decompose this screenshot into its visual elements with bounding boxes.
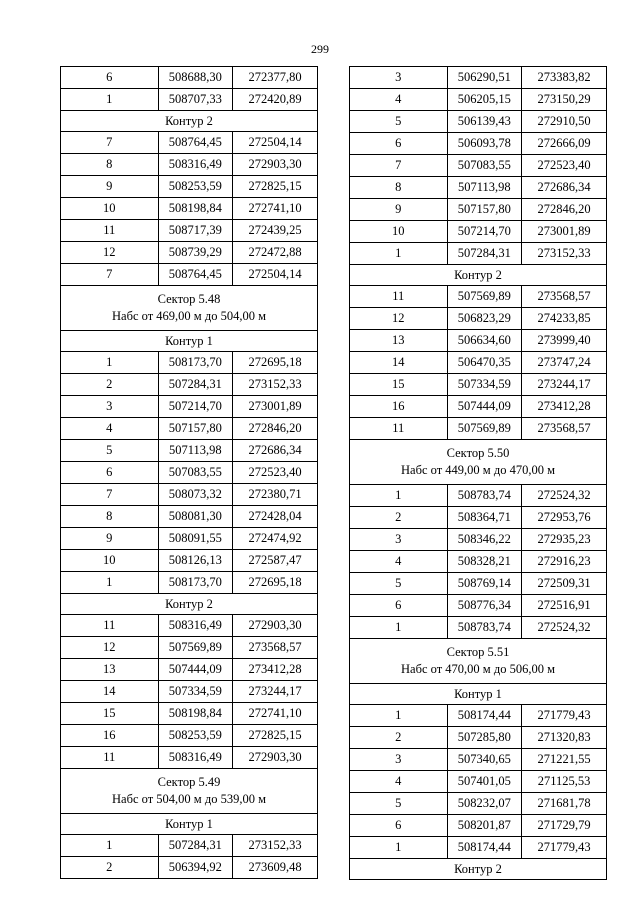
- point-number: 2: [350, 727, 448, 749]
- table-row: [61, 725, 318, 747]
- table-row: [61, 418, 318, 440]
- point-number: 5: [350, 793, 448, 815]
- point-number: 16: [61, 725, 159, 747]
- point-number: 7: [350, 155, 448, 177]
- coord-y: 272474,92: [233, 528, 318, 550]
- table-row: [350, 89, 607, 111]
- contour-header: Контур 2: [350, 859, 607, 880]
- point-number: 11: [61, 220, 159, 242]
- point-number: 15: [61, 703, 159, 725]
- contour-header: Контур 2: [350, 265, 607, 286]
- point-number: 3: [61, 396, 159, 418]
- coord-y: 271125,53: [522, 771, 607, 793]
- coord-y: 272825,15: [233, 725, 318, 747]
- coord-x: 508764,45: [158, 264, 233, 286]
- point-number: 6: [61, 67, 159, 89]
- coord-x: 506139,43: [447, 111, 522, 133]
- point-number: 2: [350, 507, 448, 529]
- table-row: [350, 595, 607, 617]
- table-row: [350, 199, 607, 221]
- coord-x: 508198,84: [158, 703, 233, 725]
- coord-y: 271221,55: [522, 749, 607, 771]
- table-row: [350, 352, 607, 374]
- coord-x: 506093,78: [447, 133, 522, 155]
- table-row: [350, 243, 607, 265]
- point-number: 1: [350, 617, 448, 639]
- point-number: 3: [350, 529, 448, 551]
- table-row: [350, 705, 607, 727]
- coord-y: 271729,79: [522, 815, 607, 837]
- table-row: [61, 220, 318, 242]
- left-coordinates-table: [60, 66, 318, 879]
- point-number: 13: [350, 330, 448, 352]
- coord-x: 507083,55: [447, 155, 522, 177]
- table-row: [350, 396, 607, 418]
- table-row: [61, 484, 318, 506]
- coord-x: 507083,55: [158, 462, 233, 484]
- point-number: 1: [350, 243, 448, 265]
- coord-y: 271779,43: [522, 837, 607, 859]
- point-number: 3: [350, 749, 448, 771]
- coord-x: 508174,44: [447, 705, 522, 727]
- coord-x: 508776,34: [447, 595, 522, 617]
- table-row: [350, 837, 607, 859]
- coord-x: 508253,59: [158, 725, 233, 747]
- table-row: [350, 418, 607, 440]
- table-row: [350, 485, 607, 507]
- coord-x: 507113,98: [447, 177, 522, 199]
- coord-y: 272504,14: [233, 264, 318, 286]
- coord-y: 273609,48: [233, 857, 318, 879]
- table-row: [350, 221, 607, 243]
- coord-x: 507569,89: [447, 286, 522, 308]
- point-number: 9: [350, 199, 448, 221]
- point-number: 2: [61, 857, 159, 879]
- page-number: 299: [311, 42, 329, 56]
- coord-y: 273568,57: [522, 418, 607, 440]
- contour-header-row: [350, 265, 607, 286]
- sector-header: [61, 769, 318, 814]
- point-number: 10: [350, 221, 448, 243]
- coord-x: 508081,30: [158, 506, 233, 528]
- coord-y: 273244,17: [233, 681, 318, 703]
- coord-x: 508739,29: [158, 242, 233, 264]
- coord-x: 508174,44: [447, 837, 522, 859]
- point-number: 16: [350, 396, 448, 418]
- sector-height-range: Набс от 449,00 м до 470,00 м: [401, 463, 555, 477]
- table-row: [350, 111, 607, 133]
- coord-y: 272472,88: [233, 242, 318, 264]
- coord-x: 507569,89: [158, 637, 233, 659]
- coord-y: 272504,14: [233, 132, 318, 154]
- table-row: [350, 330, 607, 352]
- coord-y: 272439,25: [233, 220, 318, 242]
- table-row: [350, 815, 607, 837]
- table-row: [61, 198, 318, 220]
- coord-y: 272524,32: [522, 617, 607, 639]
- contour-header: Контур 1: [350, 684, 607, 705]
- contour-header-row: [350, 684, 607, 705]
- coord-x: 506205,15: [447, 89, 522, 111]
- coord-x: 507284,31: [158, 835, 233, 857]
- point-number: 14: [350, 352, 448, 374]
- contour-header: Контур 2: [61, 594, 318, 615]
- point-number: 3: [350, 67, 448, 89]
- coord-x: 506290,51: [447, 67, 522, 89]
- coord-x: 507334,59: [158, 681, 233, 703]
- table-row: [350, 793, 607, 815]
- coord-y: 273999,40: [522, 330, 607, 352]
- table-row: [61, 462, 318, 484]
- table-row: [350, 617, 607, 639]
- sector-height-range: Набс от 504,00 м до 539,00 м: [112, 792, 266, 806]
- coord-y: 273568,57: [522, 286, 607, 308]
- table-row: [61, 637, 318, 659]
- table-row: [61, 835, 318, 857]
- sector-title: Сектор 5.50: [446, 446, 510, 460]
- coord-y: 273152,33: [522, 243, 607, 265]
- coord-x: 508783,74: [447, 485, 522, 507]
- table-row: [350, 727, 607, 749]
- sector-header-row: [350, 440, 607, 485]
- coord-x: 508707,33: [158, 89, 233, 111]
- table-row: [61, 659, 318, 681]
- point-number: 8: [61, 506, 159, 528]
- coord-x: 508073,32: [158, 484, 233, 506]
- coord-x: 508126,13: [158, 550, 233, 572]
- coord-y: 273150,29: [522, 89, 607, 111]
- point-number: 1: [61, 572, 159, 594]
- coord-y: 273244,17: [522, 374, 607, 396]
- point-number: 12: [61, 242, 159, 264]
- table-row: [350, 507, 607, 529]
- contour-header-row: [61, 594, 318, 615]
- table-row: [350, 573, 607, 595]
- point-number: 1: [350, 837, 448, 859]
- coord-x: 507214,70: [158, 396, 233, 418]
- sector-header: [61, 286, 318, 331]
- point-number: 9: [61, 176, 159, 198]
- point-number: 11: [61, 747, 159, 769]
- coord-y: 273747,24: [522, 352, 607, 374]
- coord-y: 271681,78: [522, 793, 607, 815]
- coord-x: 507157,80: [158, 418, 233, 440]
- table-row: [61, 264, 318, 286]
- coord-x: 506394,92: [158, 857, 233, 879]
- coord-x: 508688,30: [158, 67, 233, 89]
- coord-y: 272741,10: [233, 703, 318, 725]
- sector-height-range: Набс от 470,00 м до 506,00 м: [401, 662, 555, 676]
- coord-y: 271779,43: [522, 705, 607, 727]
- table-row: [350, 374, 607, 396]
- table-row: [350, 67, 607, 89]
- table-row: [61, 747, 318, 769]
- coord-x: 508328,21: [447, 551, 522, 573]
- point-number: 5: [350, 573, 448, 595]
- right-coordinates-table: [349, 66, 607, 880]
- coord-x: 508783,74: [447, 617, 522, 639]
- coord-y: 272587,47: [233, 550, 318, 572]
- table-row: [61, 67, 318, 89]
- table-row: [61, 681, 318, 703]
- sector-header-row: [61, 769, 318, 814]
- point-number: 9: [61, 528, 159, 550]
- coord-x: 507113,98: [158, 440, 233, 462]
- table-row: [61, 396, 318, 418]
- coord-y: 272846,20: [522, 199, 607, 221]
- coord-y: 273001,89: [522, 221, 607, 243]
- coord-x: 507284,31: [447, 243, 522, 265]
- coord-x: 507340,65: [447, 749, 522, 771]
- coord-y: 272380,71: [233, 484, 318, 506]
- coord-y: 273001,89: [233, 396, 318, 418]
- table-row: [61, 857, 318, 879]
- coord-y: 272935,23: [522, 529, 607, 551]
- coord-x: 508346,22: [447, 529, 522, 551]
- point-number: 14: [61, 681, 159, 703]
- point-number: 4: [350, 771, 448, 793]
- point-number: 5: [61, 440, 159, 462]
- table-row: [350, 749, 607, 771]
- coord-x: 507569,89: [447, 418, 522, 440]
- coord-y: 272420,89: [233, 89, 318, 111]
- point-number: 7: [61, 264, 159, 286]
- coord-x: 506470,35: [447, 352, 522, 374]
- sector-header: [350, 440, 607, 485]
- coord-x: 507444,09: [158, 659, 233, 681]
- point-number: 11: [350, 286, 448, 308]
- table-row: [61, 154, 318, 176]
- sector-title: Сектор 5.48: [157, 292, 221, 306]
- coord-y: 272523,40: [522, 155, 607, 177]
- point-number: 2: [61, 374, 159, 396]
- coord-x: 506634,60: [447, 330, 522, 352]
- point-number: 6: [350, 595, 448, 617]
- table-row: [350, 286, 607, 308]
- sector-header-row: [61, 286, 318, 331]
- coord-y: 272825,15: [233, 176, 318, 198]
- table-row: [61, 89, 318, 111]
- coord-x: 507214,70: [447, 221, 522, 243]
- point-number: 6: [61, 462, 159, 484]
- point-number: 6: [350, 133, 448, 155]
- sector-height-range: Набс от 469,00 м до 504,00 м: [112, 309, 266, 323]
- sector-title: Сектор 5.49: [157, 775, 221, 789]
- coord-y: 273152,33: [233, 835, 318, 857]
- point-number: 11: [61, 615, 159, 637]
- contour-header: Контур 2: [61, 111, 318, 132]
- coord-y: 272953,76: [522, 507, 607, 529]
- point-number: 1: [61, 835, 159, 857]
- coord-x: 508173,70: [158, 352, 233, 374]
- table-row: [61, 572, 318, 594]
- coord-y: 272524,32: [522, 485, 607, 507]
- point-number: 12: [61, 637, 159, 659]
- contour-header: Контур 1: [61, 331, 318, 352]
- coord-y: 272846,20: [233, 418, 318, 440]
- coord-y: 272516,91: [522, 595, 607, 617]
- coord-y: 273383,82: [522, 67, 607, 89]
- coord-x: 507444,09: [447, 396, 522, 418]
- coord-y: 272741,10: [233, 198, 318, 220]
- coord-x: 507157,80: [447, 199, 522, 221]
- table-row: [350, 551, 607, 573]
- coord-x: 507285,80: [447, 727, 522, 749]
- coord-y: 273152,33: [233, 374, 318, 396]
- coord-x: 508198,84: [158, 198, 233, 220]
- table-row: [350, 771, 607, 793]
- coord-x: 508316,49: [158, 154, 233, 176]
- table-row: [61, 176, 318, 198]
- coord-x: 508173,70: [158, 572, 233, 594]
- table-row: [61, 242, 318, 264]
- coord-x: 506823,29: [447, 308, 522, 330]
- coord-x: 508364,71: [447, 507, 522, 529]
- point-number: 5: [350, 111, 448, 133]
- coord-y: 271320,83: [522, 727, 607, 749]
- table-row: [61, 440, 318, 462]
- coord-y: 272377,80: [233, 67, 318, 89]
- point-number: 12: [350, 308, 448, 330]
- coord-x: 508764,45: [158, 132, 233, 154]
- coord-x: 508316,49: [158, 747, 233, 769]
- contour-header: Контур 1: [61, 814, 318, 835]
- point-number: 13: [61, 659, 159, 681]
- point-number: 8: [350, 177, 448, 199]
- point-number: 8: [61, 154, 159, 176]
- sector-title: Сектор 5.51: [446, 645, 510, 659]
- point-number: 6: [350, 815, 448, 837]
- coord-x: 507284,31: [158, 374, 233, 396]
- coord-y: 272910,50: [522, 111, 607, 133]
- table-row: [61, 506, 318, 528]
- contour-header-row: [350, 859, 607, 880]
- coord-y: 272686,34: [522, 177, 607, 199]
- point-number: 7: [61, 484, 159, 506]
- coord-y: 273412,28: [522, 396, 607, 418]
- table-row: [61, 374, 318, 396]
- point-number: 1: [61, 352, 159, 374]
- coord-y: 272523,40: [233, 462, 318, 484]
- coord-x: 508232,07: [447, 793, 522, 815]
- coord-x: 508201,87: [447, 815, 522, 837]
- table-row: [350, 155, 607, 177]
- coord-y: 272509,31: [522, 573, 607, 595]
- contour-header-row: [61, 814, 318, 835]
- table-row: [350, 177, 607, 199]
- table-row: [61, 703, 318, 725]
- coord-x: 507334,59: [447, 374, 522, 396]
- coord-y: 273568,57: [233, 637, 318, 659]
- coord-y: 272916,23: [522, 551, 607, 573]
- point-number: 4: [350, 551, 448, 573]
- table-row: [61, 528, 318, 550]
- point-number: 10: [61, 198, 159, 220]
- coord-y: 274233,85: [522, 308, 607, 330]
- coord-y: 272428,04: [233, 506, 318, 528]
- coord-x: 507401,05: [447, 771, 522, 793]
- point-number: 10: [61, 550, 159, 572]
- point-number: 4: [61, 418, 159, 440]
- coord-y: 272666,09: [522, 133, 607, 155]
- coord-x: 508717,39: [158, 220, 233, 242]
- sector-header: [350, 639, 607, 684]
- coord-x: 508769,14: [447, 573, 522, 595]
- coord-y: 272903,30: [233, 615, 318, 637]
- point-number: 15: [350, 374, 448, 396]
- table-row: [61, 615, 318, 637]
- point-number: 11: [350, 418, 448, 440]
- contour-header-row: [61, 111, 318, 132]
- table-row: [350, 529, 607, 551]
- coord-y: 272695,18: [233, 572, 318, 594]
- coord-y: 272686,34: [233, 440, 318, 462]
- coord-x: 508253,59: [158, 176, 233, 198]
- coord-y: 272903,30: [233, 747, 318, 769]
- point-number: 1: [350, 705, 448, 727]
- table-row: [350, 133, 607, 155]
- coord-y: 272695,18: [233, 352, 318, 374]
- table-row: [61, 132, 318, 154]
- coord-y: 272903,30: [233, 154, 318, 176]
- table-row: [61, 550, 318, 572]
- point-number: 1: [61, 89, 159, 111]
- coord-y: 273412,28: [233, 659, 318, 681]
- point-number: 7: [61, 132, 159, 154]
- table-row: [61, 352, 318, 374]
- coord-x: 508091,55: [158, 528, 233, 550]
- point-number: 1: [350, 485, 448, 507]
- contour-header-row: [61, 331, 318, 352]
- coord-x: 508316,49: [158, 615, 233, 637]
- point-number: 4: [350, 89, 448, 111]
- sector-header-row: [350, 639, 607, 684]
- table-row: [350, 308, 607, 330]
